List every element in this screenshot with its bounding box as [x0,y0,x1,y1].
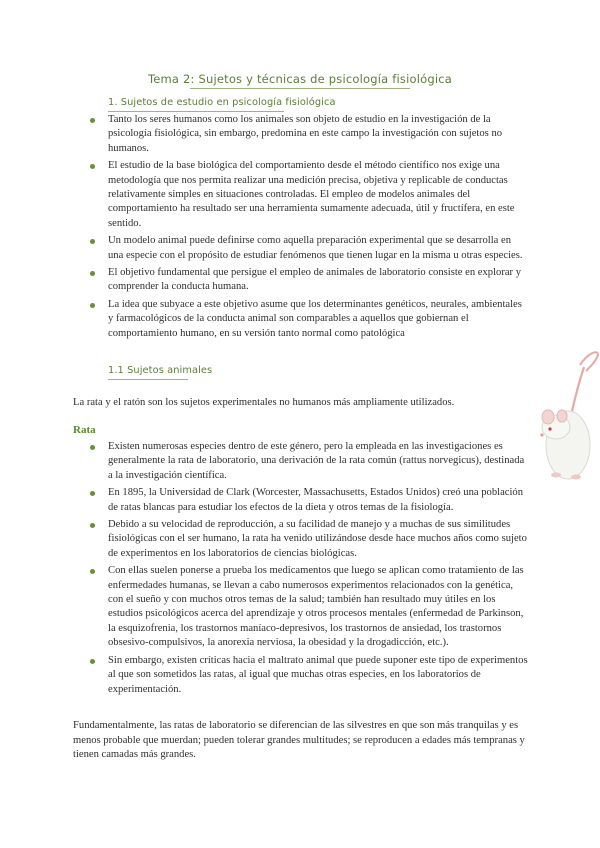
white-rat-image [528,345,600,495]
list-item: Existen numerosas especies dentro de este género, pero la empleada en las investigaciones es generalmente la rata de laboratorio, una derivación de la rata común (rattus norvegicus), destinada a la investigación científica. [108,440,528,483]
bullet-icon [90,118,95,123]
rat-eye [548,427,551,430]
list-item: Sin embargo, existen críticas hacia el maltrato animal que puede suponer este tipo de experimentos al que son sometidos las ratas, al igual que muchas otras especies, en los laboratorios de experimentación. [108,654,528,697]
section-1-underline [108,111,284,112]
section-1-1-heading: 1.1 Sujetos animales [108,365,213,376]
rata-bullet-list [108,440,528,700]
section-1-1-underline [108,379,188,380]
bullet-icon [90,239,95,244]
section-1-heading: 1. Sujetos de estudio en psicología fisiológica [108,97,336,108]
bullet-icon [90,523,95,528]
rat-paw [551,473,561,478]
bullet-icon [90,445,95,450]
rata-heading: Rata [73,424,96,436]
list-item: Tanto los seres humanos como los animales son objeto de estudio en la investigación de la psicología fisiológica, sin embargo, predomina en este campo la investigación con sujetos no humanos. [108,113,528,156]
closing-paragraph: Fundamentalmente, las ratas de laboratorio se diferencian de las silvestres en que son más tranquilas y es menos probable que muerdan; pueden tolerar grandes multitudes; se reproducen a edades más tempranas y tienen camadas más grandes. [73,720,525,761]
rat-tail [572,367,584,411]
section-1-bullet-list [108,113,528,344]
rat-paw [571,475,581,480]
rat-ear [557,410,567,422]
list-item: En 1895, la Universidad de Clark (Worcester, Massachusetts, Estados Unidos) creó una población de ratas blancas para estudiar los efectos de la dieta y otros temas de la fisiología. [108,486,528,515]
page-title: Tema 2: Sujetos y técnicas de psicología fisiológica [147,72,453,86]
bullet-icon [90,303,95,308]
list-item: Debido a su velocidad de reproducción, a su facilidad de manejo y a muchas de sus similitudes fisiológicas con el ser humano, la rata ha venido utilizándose desde hace muchos años como sujeto de experimentos en los laboratorios de ciencias biológicas. [108,518,528,561]
section-1-1-intro: La rata y el ratón son los sujetos experimentales no humanos más ampliamente utilizados. [73,397,455,408]
title-underline [190,88,410,89]
rat-ear [542,410,554,424]
bullet-icon [90,659,95,664]
list-item: La idea que subyace a este objetivo asume que los determinantes genéticos, neurales, ambientales y farmacológicos de la conducta animal son comparables a aquellos que gobiernan el comportamiento humano, en su versión tanto normal como patológica [108,298,528,341]
list-item: Con ellas suelen ponerse a prueba los medicamentos que luego se aplican como tratamiento de las enfermedades humanas, se llevan a cabo numerosos experimentos relacionados con la genética, con el sueño y con muchos otros temas de la salud; también han resultado muy útiles en los estudios psicológicos acerca del aprendizaje y otros procesos mentales (enfermedad de Parkinson, la esquizofrenia, los trastornos maníaco-depresivos, los trastornos de ansiedad, los trastornos obsesivo-compulsivos, la anorexia nerviosa, la obesidad y la drogadicción, etc.). [108,564,528,650]
bullet-icon [90,491,95,496]
list-item: El estudio de la base biológica del comportamiento desde el método científico nos exige una metodología que nos permita realizar una medición precisa, objetiva y replicable de conductas relativamente simples en situaciones controladas. El empleo de modelos animales del comportamiento ha resultado ser una herramienta sumamente adecuada, útil y fructífera, en este sentido. [108,159,528,231]
list-item: Un modelo animal puede definirse como aquella preparación experimental que se desarrolla en una especie con el propósito de estudiar fenómenos que tienen lugar en la misma u otras especies. [108,234,528,263]
bullet-icon [90,164,95,169]
list-item: El objetivo fundamental que persigue el empleo de animales de laboratorio consiste en explorar y comprender la conducta humana. [108,266,528,295]
bullet-icon [90,569,95,574]
bullet-icon [90,271,95,276]
rat-nose [540,433,543,436]
